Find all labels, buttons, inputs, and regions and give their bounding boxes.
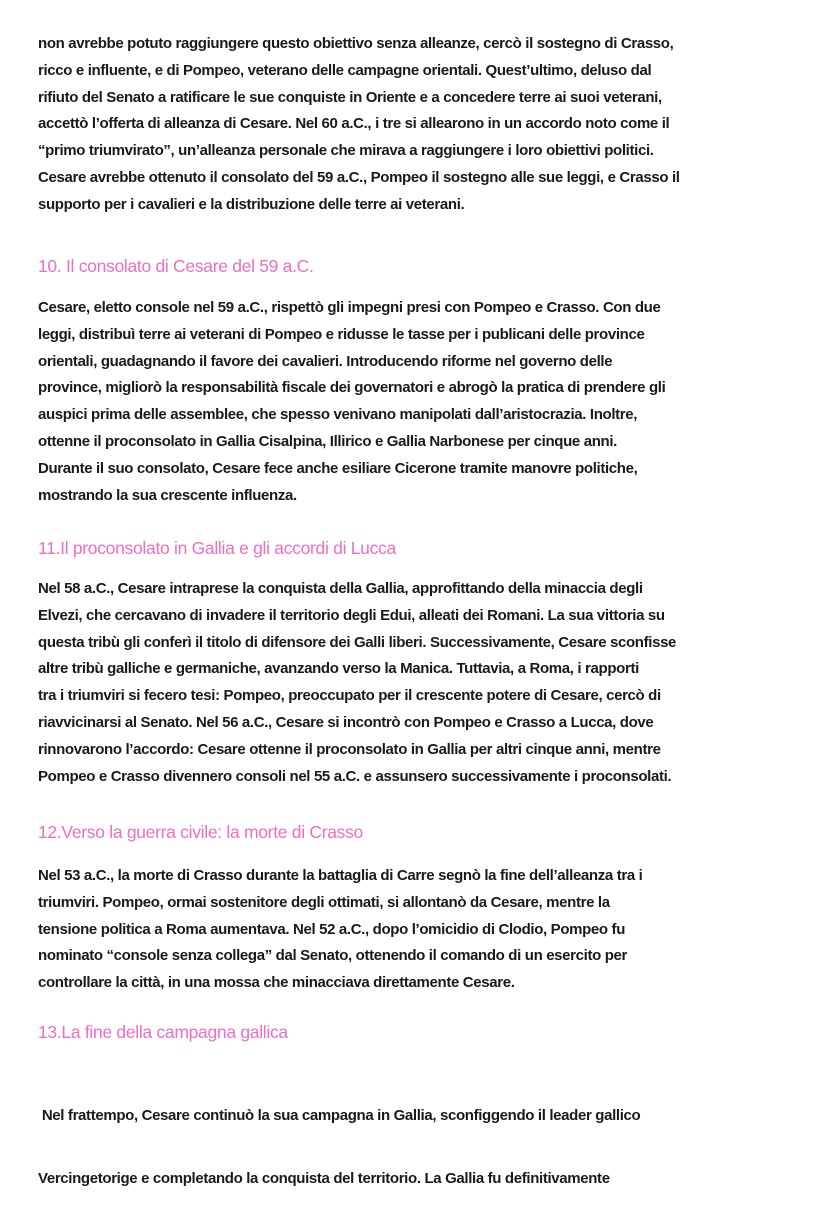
section-heading-11: 11.Il proconsolato in Gallia e gli accordi di Lucca [38, 538, 396, 558]
text-line: Nel 58 a.C., Cesare intraprese la conquista della Gallia, approfittando della minaccia degli [38, 580, 643, 597]
text-line: nominato “console senza collega” dal Senato, ottenendo il comando di un esercito per [38, 947, 628, 965]
text-line: riavvicinarsi al Senato. Nel 56 a.C., Cesare si incontrò con Pompeo e Crasso a Lucca, dove [38, 713, 654, 731]
text-line: province, migliorò la responsabilità fiscale dei governatori e abrogò la pratica di prendere gli [38, 379, 666, 397]
text-line: triumviri. Pompeo, ormai sostenitore degli ottimati, si allontanò da Cesare, mentre la [38, 893, 610, 911]
text-line: Vercingetorige e completando la conquista del territorio. La Gallia fu definitivamente [38, 1169, 610, 1187]
text-line: orientali, guadagnando il favore dei cavalieri. Introducendo riforme nel governo delle [38, 352, 613, 370]
text-line: tensione politica a Roma aumentava. Nel 52 a.C., dopo l’omicidio di Clodio, Pompeo fu [38, 920, 626, 938]
text-line: Durante il suo consolato, Cesare fece anche esiliare Cicerone tramite manovre politiche, [38, 459, 638, 477]
text-line: auspici prima delle assemblee, che spesso venivano manipolati dall’aristocrazia. Inoltre, [38, 406, 638, 424]
text-line: Cesare avrebbe ottenuto il consolato del 59 a.C., Pompeo il sostegno alle sue leggi, e Crasso il [38, 168, 680, 186]
text-line: altre tribù galliche e germaniche, avanzando verso la Manica. Tuttavia, a Roma, i rapporti [38, 660, 639, 678]
text-line: rinnovarono l’accordo: Cesare ottenne il proconsolato in Gallia per altri cinque anni, mentre [38, 740, 661, 758]
text-line: “primo triumvirato”, un’alleanza personale che mirava a raggiungere i loro obiettivi politici. [38, 142, 654, 160]
text-line: Elvezi, che cercavano di invadere il territorio degli Edui, alleati dei Romani. La sua vittoria su [38, 606, 665, 624]
text-line: non avrebbe potuto raggiungere questo obiettivo senza alleanze, cercò il sostegno di Crasso, [38, 35, 674, 52]
text-line: mostrando la sua crescente influenza. [38, 486, 297, 504]
text-line: Nel 53 a.C., la morte di Crasso durante la battaglia di Carre segnò la fine dell’alleanza tra i [38, 867, 643, 884]
paragraph-section-12 [38, 863, 642, 997]
section-heading-10: 10. Il consolato di Cesare del 59 a.C. [38, 256, 314, 276]
text-line: tra i triumviri si fecero tesi: Pompeo, preoccupato per il crescente potere di Cesare, cercò di [38, 687, 661, 705]
text-line: leggi, distribuì terre ai veterani di Pompeo e ridusse le tasse per i publicani delle province [38, 325, 645, 343]
text-line: Cesare, eletto console nel 59 a.C., rispettò gli impegni presi con Pompeo e Crasso. Con due [38, 299, 661, 316]
section-heading-13: 13.La fine della campagna gallica [38, 1022, 288, 1042]
text-line: supporto per i cavalieri e la distribuzione delle terre ai veterani. [38, 195, 465, 213]
text-line: controllare la città, in una mossa che minacciava direttamente Cesare. [38, 974, 515, 992]
paragraph-section-13 [38, 1067, 640, 1211]
text-line: questa tribù gli conferì il titolo di difensore dei Galli liberi. Successivamente, Cesare sconfisse [38, 633, 677, 651]
text-line: accettò l’offerta di alleanza di Cesare. Nel 60 a.C., i tre si allearono in un accordo noto come il [38, 115, 670, 133]
paragraph-section-11 [38, 576, 676, 790]
paragraph-section-10 [38, 295, 665, 509]
text-line: ottenne il proconsolato in Gallia Cisalpina, Illirico e Gallia Narbonese per cinque anni. [38, 432, 617, 450]
section-heading-12: 12.Verso la guerra civile: la morte di Crasso [38, 822, 363, 842]
text-line: Nel frattempo, Cesare continuò la sua campagna in Gallia, sconfiggendo il leader gallico [38, 1107, 641, 1124]
text-line: ricco e influente, e di Pompeo, veterano delle campagne orientali. Quest’ultimo, deluso dal [38, 61, 652, 79]
paragraph-intro [38, 31, 680, 219]
text-line: Pompeo e Crasso divennero consoli nel 55 a.C. e assunsero successivamente i proconsolati. [38, 767, 672, 785]
text-line: rifiuto del Senato a ratificare le sue conquiste in Oriente e a concedere terre ai suoi veterani, [38, 88, 662, 106]
